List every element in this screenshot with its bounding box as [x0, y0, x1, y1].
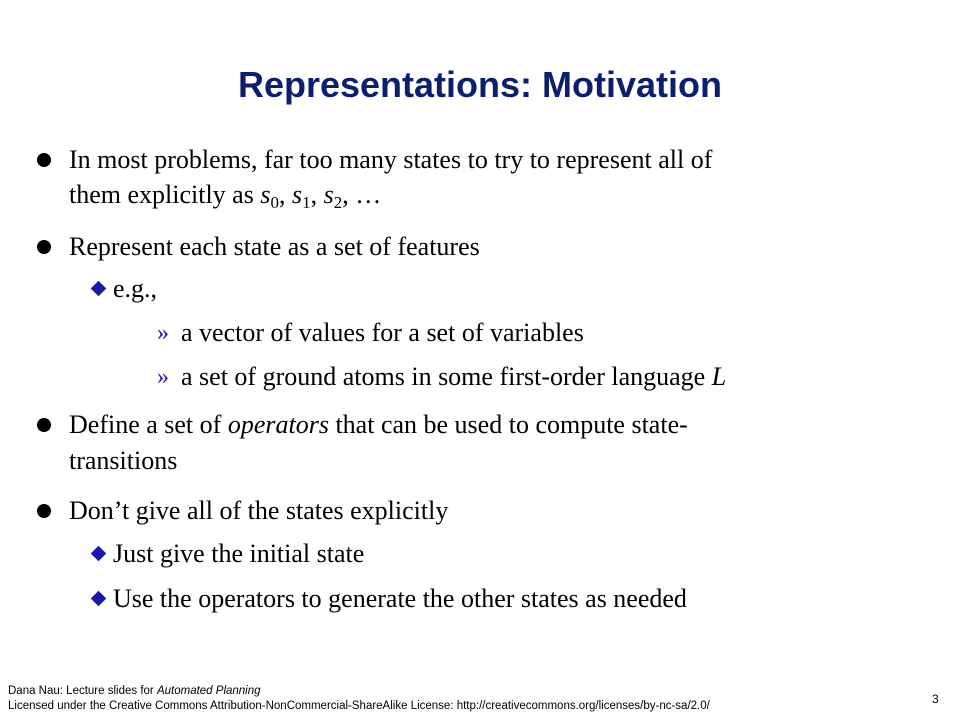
state-var: s [260, 180, 271, 209]
state-var: s [291, 180, 303, 209]
comma: , [310, 180, 324, 209]
item-2-text: a set of ground atoms in some first-order language [181, 362, 712, 391]
slide-footer [8, 684, 710, 714]
state-sub-0: 0 [270, 193, 279, 212]
footer-line-1 [8, 684, 710, 699]
page-number: 3 [932, 692, 939, 706]
bullet-4-sub-1: Just give the initial state [113, 539, 365, 568]
language-symbol: L [711, 362, 727, 391]
ellipsis: , … [342, 180, 382, 209]
state-sub-2: 2 [333, 193, 343, 212]
raquo-icon: » [157, 364, 169, 390]
bullet-dot-icon [37, 153, 51, 167]
bullet-dot-icon [37, 240, 51, 254]
diamond-bullet-icon [91, 546, 107, 562]
bullet-dot-icon [37, 418, 51, 432]
comma: , [278, 180, 292, 209]
raquo-icon: » [157, 320, 169, 346]
bullet-1-prefix: them explicitly as [69, 180, 261, 209]
operators-term: operators [227, 410, 329, 439]
bullet-1-line-1: In most problems, far too many states to try to represent all of [69, 145, 713, 174]
bullet-2-sub-1: e.g., [113, 274, 158, 303]
bullet-3-line-1 [69, 410, 688, 440]
bullet-3-suffix: that can be used to compute state- [328, 410, 688, 439]
bullet-dot-icon [37, 504, 51, 518]
bullet-4-sub-2: Use the operators to generate the other states as needed [113, 584, 687, 613]
bullet-2-sub-1-item-1: a vector of values for a set of variables [181, 318, 584, 347]
bullet-2-sub-1-item-2 [181, 362, 726, 392]
bullet-3-prefix: Define a set of [69, 410, 228, 439]
bullet-2-text: Represent each state as a set of features [69, 232, 480, 261]
diamond-bullet-icon [91, 591, 107, 607]
state-sub-1: 1 [302, 193, 311, 212]
footer-author: Dana Nau: Lecture slides for [8, 685, 157, 697]
bullet-4-text: Don’t give all of the states explicitly [69, 496, 449, 525]
state-var: s [323, 180, 334, 209]
bullet-3-line-2: transitions [69, 446, 178, 475]
diamond-bullet-icon [91, 281, 107, 297]
footer-book-title: Automated Planning [156, 685, 261, 697]
slide-title: Representations: Motivation [237, 64, 723, 105]
bullet-1-line-2 [69, 180, 381, 210]
footer-license: Licensed under the Creative Commons Attribution-NonCommercial-ShareAlike License: http://creativecommons.org/licenses/by-nc-sa/2.0/ [8, 700, 710, 712]
